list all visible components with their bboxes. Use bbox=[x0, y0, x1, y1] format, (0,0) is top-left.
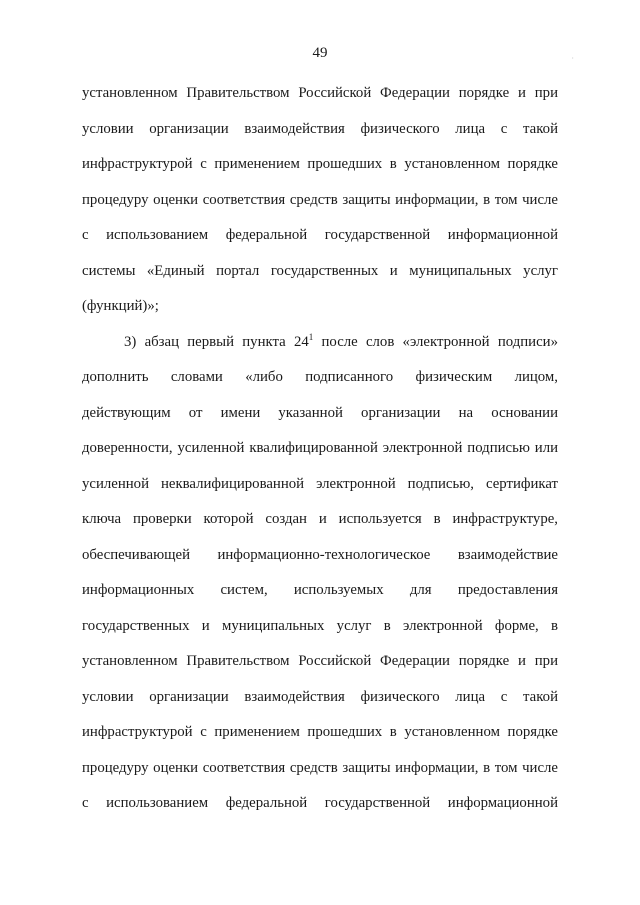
scan-artifact-mark: · bbox=[571, 54, 574, 63]
text-line: с использованием федеральной государственной информационной bbox=[82, 227, 558, 243]
text-line: дополнить словами «либо подписанного физическим лицом, bbox=[82, 369, 558, 385]
text-line: доверенности, усиленной квалифицированной электронной подписью или bbox=[82, 440, 558, 456]
text-line: процедуру оценки соответствия средств защиты информации, в том числе bbox=[82, 759, 558, 776]
text-line: государственных и муниципальных услуг в электронной форме, в bbox=[82, 617, 558, 634]
paragraph-item-3 bbox=[82, 325, 558, 822]
text-line: системы «Единый портал государственных и муниципальных услуг bbox=[82, 262, 558, 279]
text-line: процедуру оценки соответствия средств защиты информации, в том числе bbox=[82, 191, 558, 208]
page-number: 49 bbox=[312, 45, 328, 61]
body-text bbox=[82, 76, 558, 822]
text-line-last: (функций)»; bbox=[82, 298, 159, 314]
text-line-first bbox=[82, 325, 558, 361]
text-line: инфраструктурой с применением прошедших в установленном порядке bbox=[82, 724, 558, 740]
text-line: информационных систем, используемых для предоставления bbox=[82, 582, 558, 598]
text-line: ключа проверки которой создан и используется в инфраструктуре, bbox=[82, 511, 558, 527]
clause-superscript: 1 bbox=[308, 331, 314, 342]
text-line: усиленной неквалифицированной электронной подписью, сертификат bbox=[82, 475, 558, 492]
text-line: установленном Правительством Российской Федерации порядке и при bbox=[82, 85, 558, 101]
item-3-lead: 3) абзац первый пункта 24 bbox=[124, 333, 309, 350]
text-line: установленном Правительством Российской Федерации порядке и при bbox=[82, 653, 558, 669]
text-line: условии организации взаимодействия физического лица с такой bbox=[82, 688, 558, 705]
text-line: с использованием федеральной государственной информационной bbox=[82, 795, 558, 811]
text-line: инфраструктурой с применением прошедших в установленном порядке bbox=[82, 156, 558, 172]
item-3-tail: после слов «электронной подписи» bbox=[313, 333, 558, 350]
paragraph-continuation bbox=[82, 76, 558, 325]
text-line: обеспечивающей информационно-технологическое взаимодействие bbox=[82, 546, 558, 563]
text-line: условии организации взаимодействия физического лица с такой bbox=[82, 120, 558, 137]
text-line: действующим от имени указанной организации на основании bbox=[82, 404, 558, 421]
